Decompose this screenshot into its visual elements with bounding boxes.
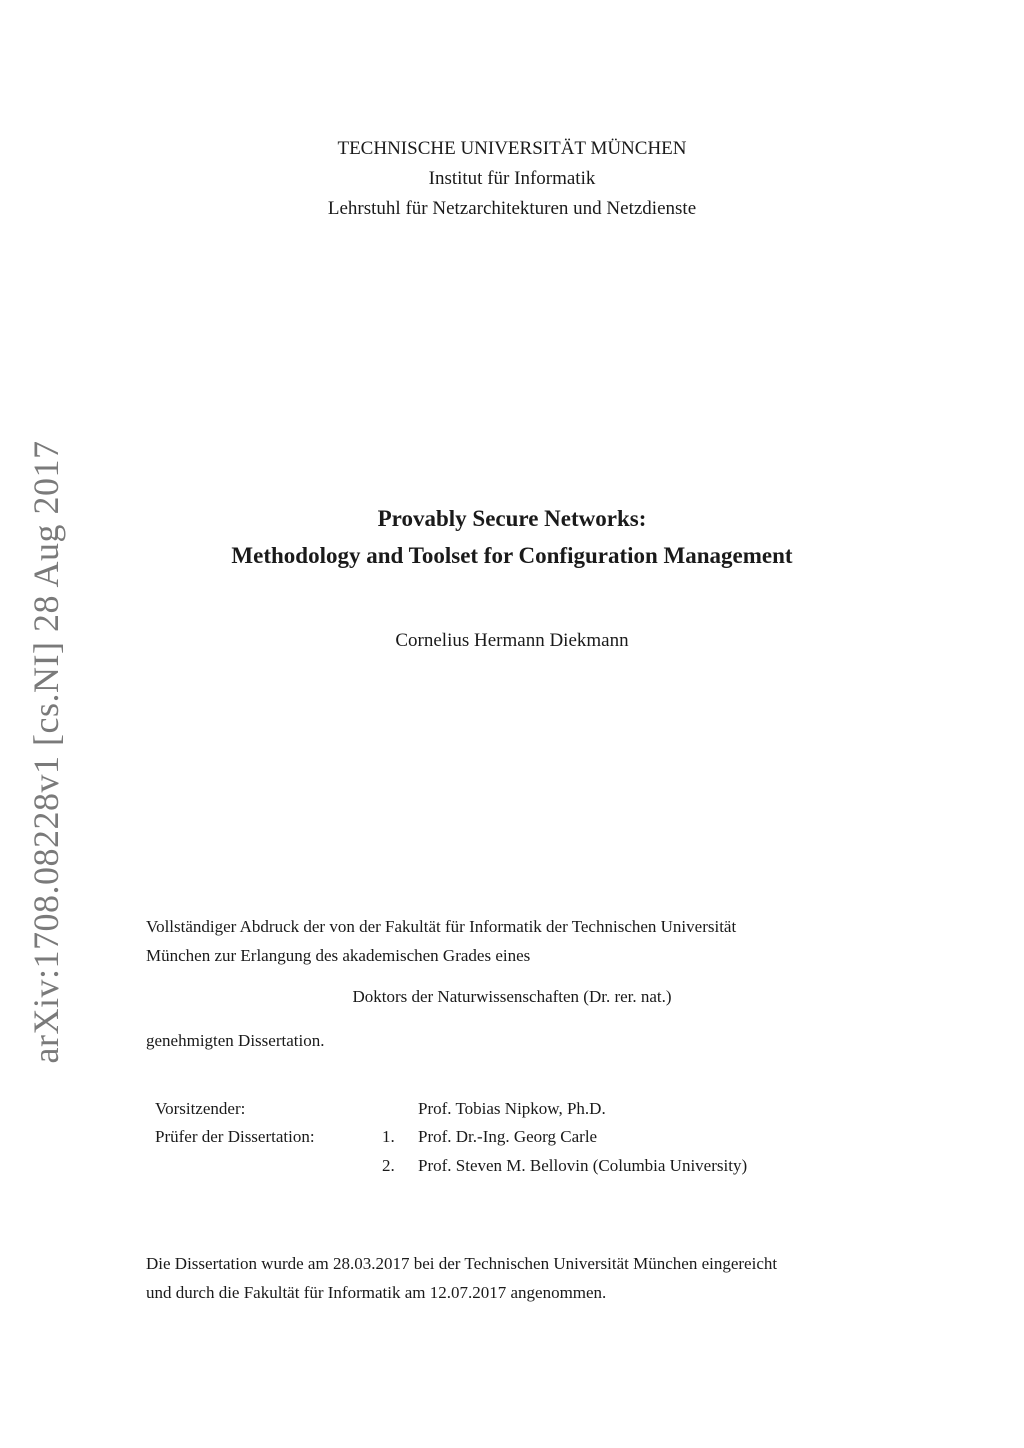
thesis-title [0, 500, 1024, 574]
examiner-name: Prof. Steven M. Bellovin (Columbia University) [418, 1156, 748, 1175]
submission-line-1: Die Dissertation wurde am 28.03.2017 bei der Technischen Universität München eingereicht [146, 1254, 778, 1273]
chair-label: Vorsitzender: [155, 1099, 246, 1118]
degree-line: Doktors der Naturwissenschaften (Dr. rer. nat.) [352, 987, 672, 1006]
arxiv-stamp: arXiv:1708.08228v1 [cs.NI] 28 Aug 2017 [26, 440, 66, 1064]
statement-intro-line-1: Vollständiger Abdruck der von der Fakultät für Informatik der Technischen Universität [146, 917, 737, 936]
examiner-number: 2. [382, 1156, 395, 1175]
university-name: TECHNISCHE UNIVERSITÄT MÜNCHEN [337, 138, 687, 159]
statement-intro [146, 912, 886, 970]
examiner-name: Prof. Dr.-Ing. Georg Carle [418, 1127, 598, 1146]
author-name: Cornelius Hermann Diekmann [395, 630, 629, 651]
institution-block [0, 134, 1024, 224]
statement-closing: genehmigten Dissertation. [146, 1031, 325, 1050]
examiners-label: Prüfer der Dissertation: [155, 1127, 315, 1146]
title-line-2: Methodology and Toolset for Configuration Management [231, 543, 793, 568]
submission-line-2: und durch die Fakultät für Informatik am 12.07.2017 angenommen. [146, 1283, 607, 1302]
submission-note [146, 1249, 886, 1307]
chair-name: Lehrstuhl für Netzarchitekturen und Netzdienste [327, 198, 697, 219]
institute-name: Institut für Informatik [428, 168, 596, 189]
statement-intro-line-2: München zur Erlangung des akademischen Grades eines [146, 946, 531, 965]
examiner-number: 1. [382, 1127, 395, 1146]
title-line-1: Provably Secure Networks: [377, 506, 647, 531]
chair-person: Prof. Tobias Nipkow, Ph.D. [418, 1099, 606, 1118]
